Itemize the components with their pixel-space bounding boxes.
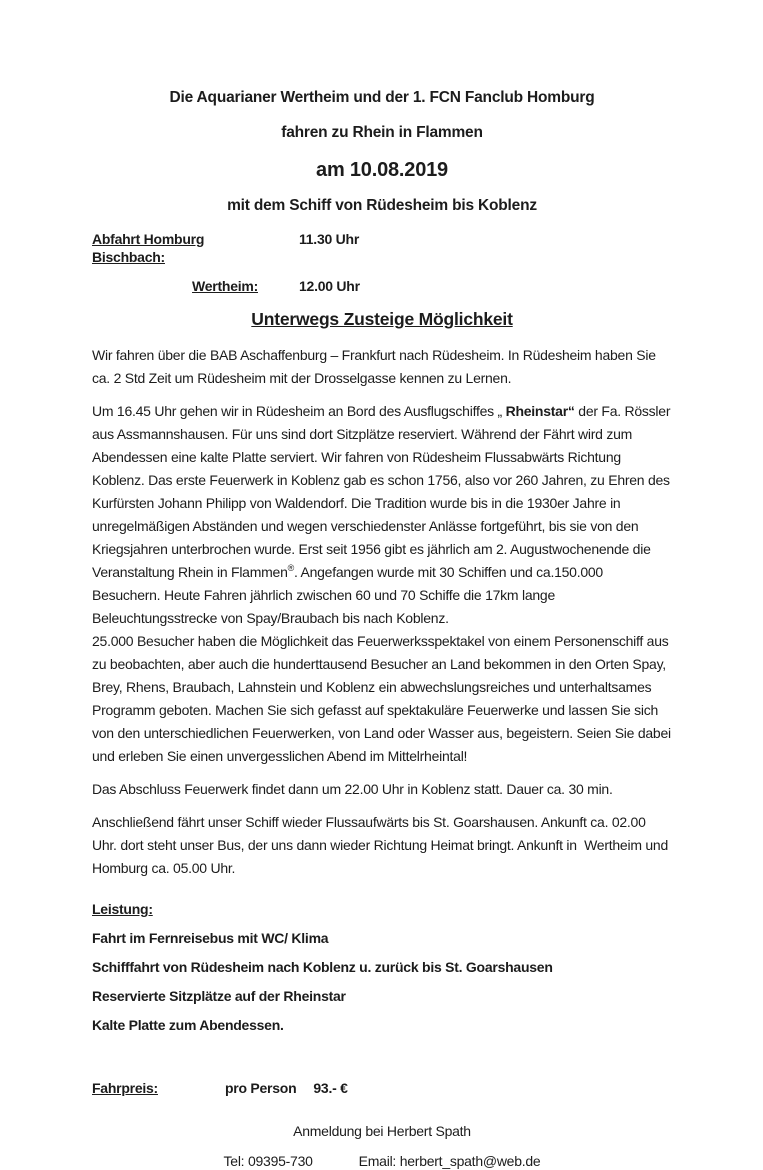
leistung-item-seats: Reservierte Sitzplätze auf der Rheinstar	[92, 988, 346, 1004]
email-address: Email: herbert_spath@web.de	[358, 1153, 541, 1169]
trademark-symbol: ®	[287, 563, 294, 573]
departure-time-wertheim: 12.00 Uhr	[299, 278, 360, 294]
section-heading: Unterwegs Zusteige Möglichkeit	[251, 309, 513, 329]
paragraph-trip	[92, 400, 672, 630]
registration-line: Anmeldung bei Herbert Spath	[293, 1123, 471, 1139]
departure-label-homburg: Abfahrt Homburg Bischbach:	[92, 231, 205, 265]
price-per-person: pro Person	[224, 1080, 297, 1096]
contact-line	[92, 1152, 672, 1170]
trip-text-post: . Angefangen wurde mit 30 Schiffen und ca.150.000 Besuchern. Heute Fahren jährlich zwischen 60 und 70 Schiffe die 17km lange Beleuchtungsstrecke von Spay/Braubach bis nach Koblenz.	[92, 564, 607, 626]
departure-label-wertheim: Wertheim:	[192, 278, 258, 294]
trip-text-mid: der Fa. Rössler aus Assmannshausen. Für uns sind dort Sitzplätze reserviert. Während der Fährt wird zum Abendessen eine kalte Platte serviert. Wir fahren von Rüdesheim Flussabwärts Richtung Koblenz. Das erste Feuerwerk in Koblenz gab es schon 1756, also vor 260 Jahren, zu Ehren des Kurfürsten Johann Philipp von Waldendorf. Die Tradition wurde bis in die 1930er Jahre in unregelmäßigen Abständen und wegen verschiedenster Anlässe fortgeführt, bis sie von den Kriegsjahren unterbrochen wurde. Erst seit 1956 gibt es jährlich am 2. Augustwochenende die Veranstaltung Rhein in Flammen	[92, 403, 674, 580]
departure-table	[92, 230, 672, 295]
title-line-1: Die Aquarianer Wertheim und der 1. FCN Fanclub Homburg	[169, 89, 595, 106]
paragraph-return: Anschließend fährt unser Schiff wieder Flussaufwärts bis St. Goarshausen. Ankunft ca. 02.00 Uhr. dort steht unser Bus, der uns dann wieder Richtung Heimat bringt. Ankunft in Wertheim und Homburg ca. 05.00 Uhr.	[92, 814, 672, 876]
paragraph-route: Wir fahren über die BAB Aschaffenburg – Frankfurt nach Rüdesheim. In Rüdesheim haben Sie ca. 2 Std Zeit um Rüdesheim mit der Drosselgasse kennen zu Lernen.	[92, 347, 660, 386]
leistung-item-ship: Schifffahrt von Rüdesheim nach Koblenz u. zurück bis St. Goarshausen	[92, 959, 553, 975]
ship-name: Rheinstar“	[505, 403, 575, 419]
phone-number: Tel: 09395-730	[223, 1153, 313, 1169]
price-amount: 93.- €	[313, 1080, 348, 1096]
leistung-heading: Leistung:	[92, 901, 153, 917]
title-line-4: mit dem Schiff von Rüdesheim bis Koblenz	[227, 197, 537, 214]
title-date: am 10.08.2019	[316, 159, 448, 181]
price-label: Fahrpreis:	[92, 1080, 158, 1096]
leistung-item-dinner: Kalte Platte zum Abendessen.	[92, 1017, 284, 1033]
price-row	[92, 1079, 672, 1097]
paragraph-spectators: 25.000 Besucher haben die Möglichkeit das Feuerwerksspektakel von einem Personenschiff aus zu beobachten, aber auch die hunderttausend Besucher an Land bekommen in den Orten Spay, Brey, Rhens, Braubach, Lahnstein und Koblenz ein abwechslungsreiches und unterhaltsames Programm geboten. Machen Sie sich gefasst auf spektakuläre Feuerwerke und lassen Sie sich von den unterschiedlichen Feuerwerken, von Land oder Wasser aus, begeistern. Seien Sie dabei und erleben Sie einen unvergesslichen Abend im Mittelrheintal!	[92, 633, 675, 764]
title-line-2: fahren zu Rhein in Flammen	[281, 124, 483, 141]
trip-text-pre: Um 16.45 Uhr gehen wir in Rüdesheim an Bord des Ausflugschiffes „	[92, 403, 506, 419]
leistung-item-bus: Fahrt im Fernreisebus mit WC/ Klima	[92, 930, 329, 946]
departure-time-homburg: 11.30 Uhr	[299, 231, 360, 247]
paragraph-final-fireworks: Das Abschluss Feuerwerk findet dann um 22.00 Uhr in Koblenz statt. Dauer ca. 30 min.	[92, 781, 613, 797]
